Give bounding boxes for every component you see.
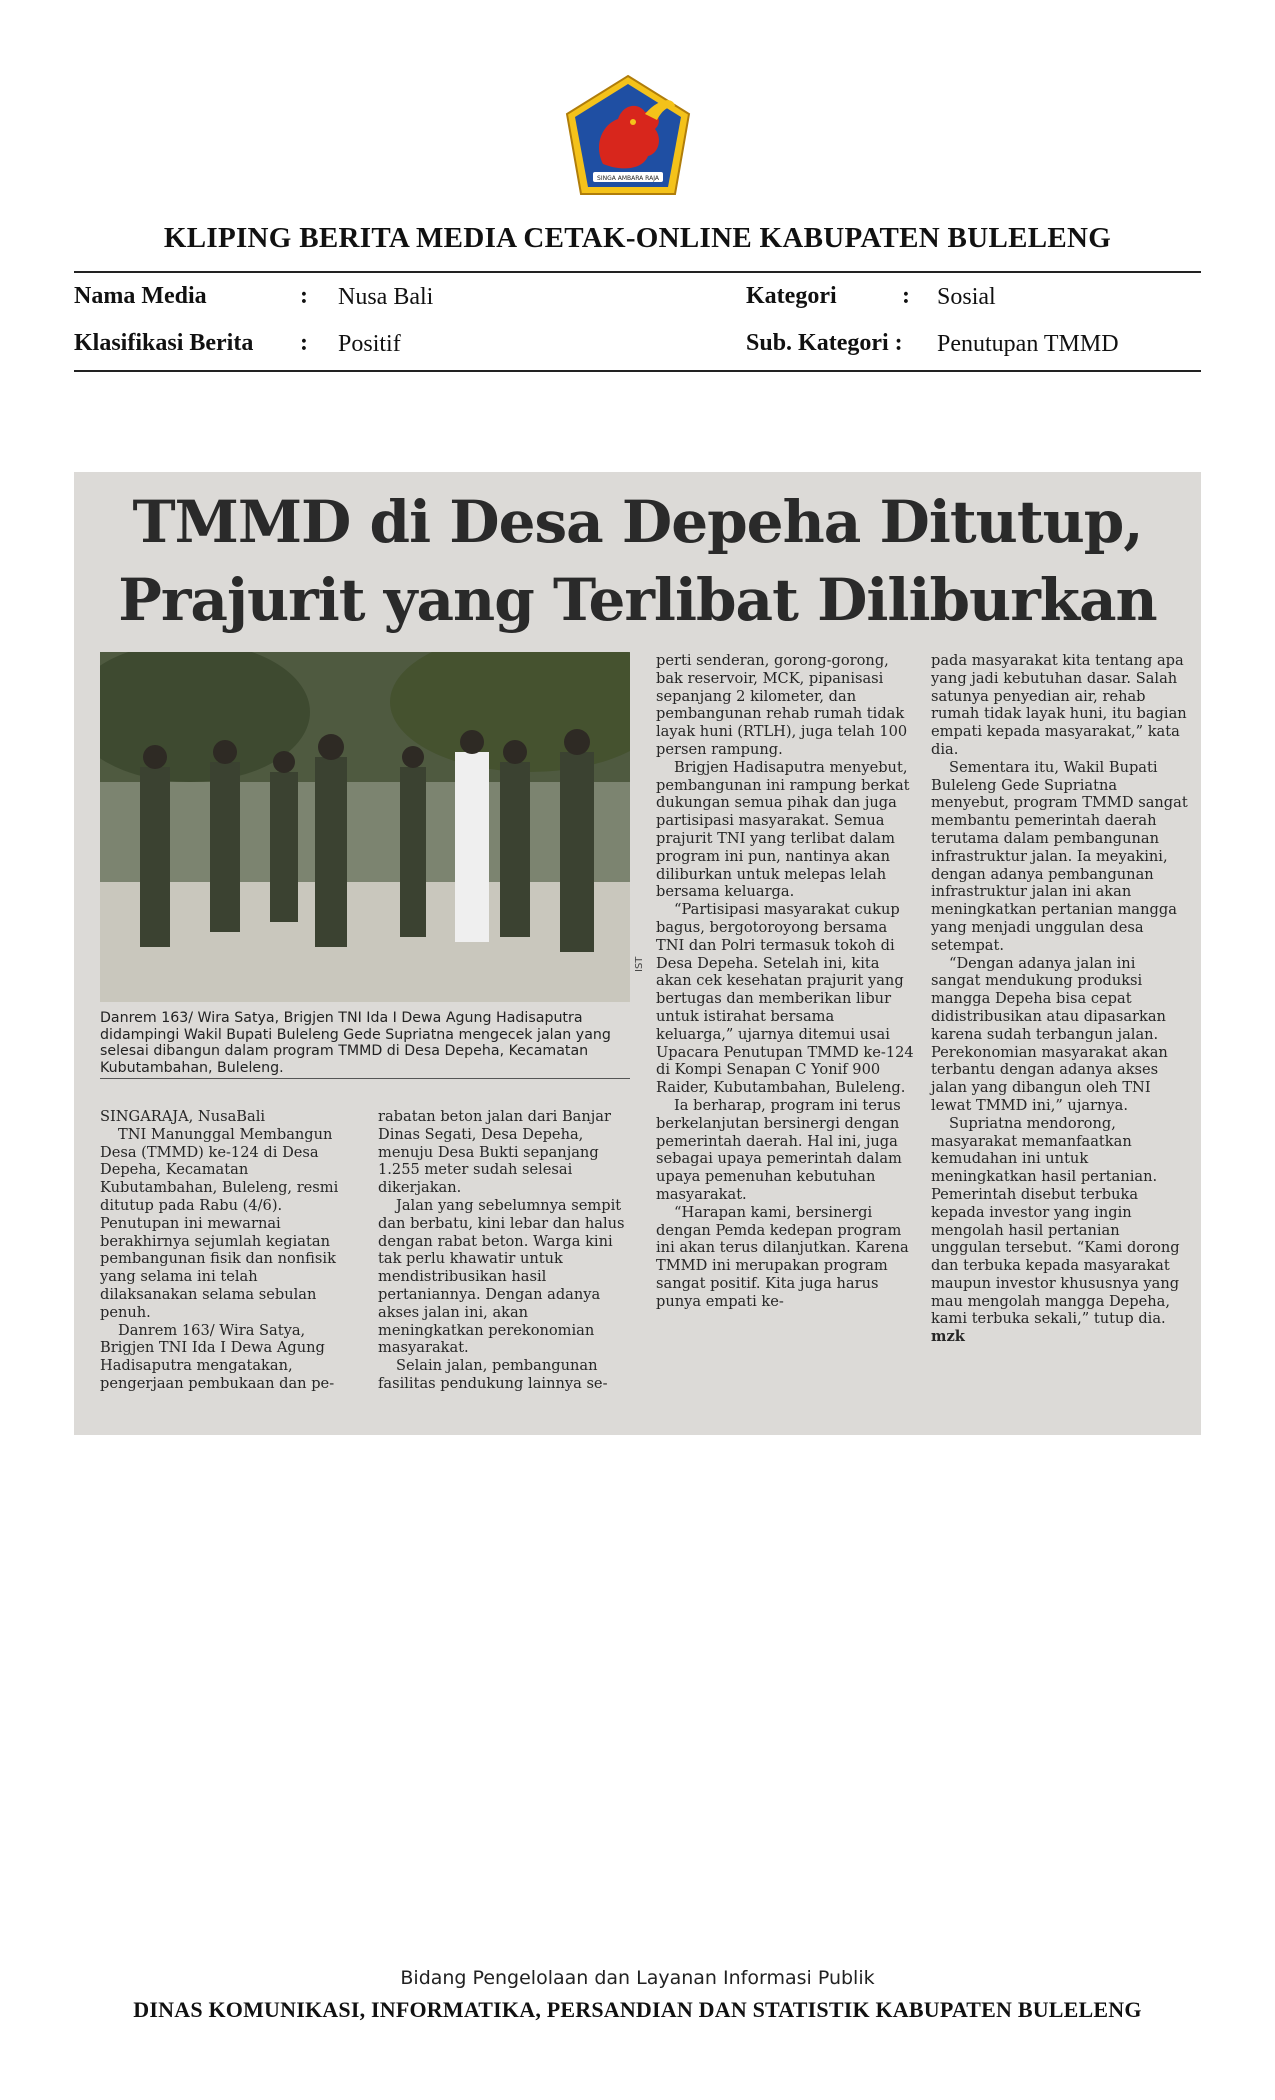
subkategori-value: Penutupan TMMD: [937, 331, 1119, 357]
kategori-label: Kategori: [746, 283, 837, 309]
article-paragraph: pada masyarakat kita tentang apa yang jadi kebutuhan dasar. Salah satunya penyedian air, rehab rumah tidak layak huni, itu bagian empati kepada masyarakat,” kata dia.: [931, 652, 1187, 758]
article-column-4: [931, 652, 1189, 1346]
article-paragraph: Selain jalan, pembangunan fasilitas pendukung lainnya se-: [378, 1357, 608, 1392]
caption-divider: [100, 1078, 630, 1079]
article-paragraph: Danrem 163/ Wira Satya, Brigjen TNI Ida I Dewa Agung Hadisaputra mengatakan, pengerjaan pembukaan dan pe-: [100, 1321, 335, 1392]
klasifikasi-value: Positif: [338, 331, 401, 357]
article-paragraph: “Dengan adanya jalan ini sangat mendukung produksi mangga Depeha bisa cepat didistribusikan atau dipasarkan karena sudah terbangun jalan. Perekonomian masyarakat akan terbantu dengan adanya akses jalan yang dibangun oleh TNI lewat TMMD ini,” ujarnya.: [931, 954, 1168, 1114]
article-paragraph: [931, 1115, 1189, 1346]
article-paragraph: “Harapan kami, bersinergi dengan Pemda kedepan program ini akan terus dilanjutkan. Karena TMMD ini merupakan program sangat positif. Kita juga harus punya empati ke-: [656, 1203, 909, 1310]
article-paragraph: Jalan yang sebelumnya sempit dan berbatu, kini lebar dan halus dengan rabat beton. Warga kini tak perlu khawatir untuk mendistribusikan hasil pertaniannya. Dengan adanya akses jalan ini, akan meningkatkan perekonomian masyarakat.: [378, 1196, 625, 1357]
header-rule-bottom: [74, 370, 1201, 372]
buleleng-emblem-logo: [563, 74, 693, 200]
headline-line-1: TMMD di Desa Depeha Ditutup,: [132, 488, 1143, 556]
article-column-1: [100, 1108, 354, 1393]
media-colon: :: [300, 283, 308, 309]
document-title: KLIPING BERITA MEDIA CETAK-ONLINE KABUPATEN BULELENG: [163, 222, 1112, 254]
kategori-value: Sosial: [937, 284, 996, 310]
photo-credit: IST: [634, 956, 645, 972]
footer-division: Bidang Pengelolaan dan Layanan Informasi Publik: [400, 1967, 875, 1989]
article-paragraph: Brigjen Hadisaputra menyebut, pembangunan ini rampung berkat dukungan semua pihak dan juga partisipasi masyarakat. Semua prajurit TNI yang terlibat dalam program ini pun, nantinya akan diliburkan untuk melepas lelah bersama keluarga.: [656, 758, 910, 901]
article-paragraph: TNI Manunggal Membangun Desa (TMMD) ke-124 di Desa Depeha, Kecamatan Kubutambahan, Buleleng, resmi ditutup pada Rabu (4/6). Penutupan ini mewarnai berakhirnya sejumlah kegiatan pembangunan fisik dan nonfisik yang selama ini telah dilaksanakan selama sebulan penuh.: [100, 1125, 339, 1321]
footer-agency: DINAS KOMUNIKASI, INFORMATIKA, PERSANDIAN DAN STATISTIK KABUPATEN BULELENG: [133, 1997, 1142, 2022]
headline-line-2: Prajurit yang Terlibat Diliburkan: [118, 566, 1157, 634]
media-value: Nusa Bali: [338, 284, 434, 310]
article-paragraph: rabatan beton jalan dari Banjar Dinas Segati, Desa Depeha, menuju Desa Bukti sepanjang 1.255 meter sudah selesai dikerjakan.: [378, 1108, 611, 1197]
news-photo: [100, 652, 630, 1002]
klasifikasi-label: Klasifikasi Berita: [74, 330, 254, 356]
author-signoff: mzk: [931, 1328, 965, 1346]
media-label: Nama Media: [74, 283, 207, 309]
subkategori-label: Sub. Kategori :: [746, 330, 903, 356]
article-paragraph: perti senderan, gorong-gorong, bak reservoir, MCK, pipanisasi sepanjang 2 kilometer, dan pembangunan rehab rumah tidak layak huni (RTLH), juga telah 100 persen rampung.: [656, 652, 908, 758]
article-dateline: SINGARAJA, NusaBali: [100, 1108, 266, 1125]
article-paragraph: Ia berharap, program ini terus berkelanjutan bersinergi dengan pemerintah daerah. Hal ini, juga sebagai upaya pemerintah dalam upaya pemenuhan kebutuhan masyarakat.: [656, 1096, 902, 1203]
header-rule-top: [74, 271, 1201, 273]
closing-paragraph: Supriatna mendorong, masyarakat memanfaatkan kemudahan ini untuk meningkatkan hasil pertanian. Pemerintah disebut terbuka kepada investor yang ingin mengolah hasil pertanian unggulan tersebut. “Kami dorong dan terbuka kepada masyarakat maupun investor khususnya yang mau mengolah mangga Depeha, kami terbuka sekali,” tutup dia.: [931, 1114, 1180, 1328]
article-paragraph: Sementara itu, Wakil Bupati Buleleng Gede Supriatna menyebut, program TMMD sangat membantu pemerintah daerah terutama dalam pembangunan infrastruktur jalan. Ia meyakini, dengan adanya pembangunan infrastruktur jalan ini akan meningkatkan pertanian mangga yang menjadi unggulan desa setempat.: [931, 758, 1188, 954]
article-paragraph: “Partisipasi masyarakat cukup bagus, bergotoroyong bersama TNI dan Polri termasuk tokoh di Desa Depeha. Setelah ini, kita akan cek kesehatan prajurit yang bertugas dan memberikan libur untuk istirahat bersama keluarga,” ujarnya ditemui usai Upacara Penutupan TMMD ke-124 di Kompi Senapan C Yonif 900 Raider, Kubutambahan, Buleleng.: [656, 901, 914, 1097]
logo-motto: SINGA AMBARA RAJA: [597, 175, 659, 182]
article-column-3: [656, 652, 914, 1310]
kategori-colon: :: [902, 283, 910, 309]
newspaper-clipping: [74, 472, 1201, 1435]
photo-caption: Danrem 163/ Wira Satya, Brigjen TNI Ida I Dewa Agung Hadisaputra didampingi Wakil Bupati Buleleng Gede Supriatna mengecek jalan yang selesai dibangun dalam program TMMD di Desa Depeha, Kecamatan Kubutambahan, Buleleng.: [100, 1010, 611, 1076]
klasifikasi-colon: :: [300, 330, 308, 356]
article-column-2: [378, 1108, 632, 1393]
